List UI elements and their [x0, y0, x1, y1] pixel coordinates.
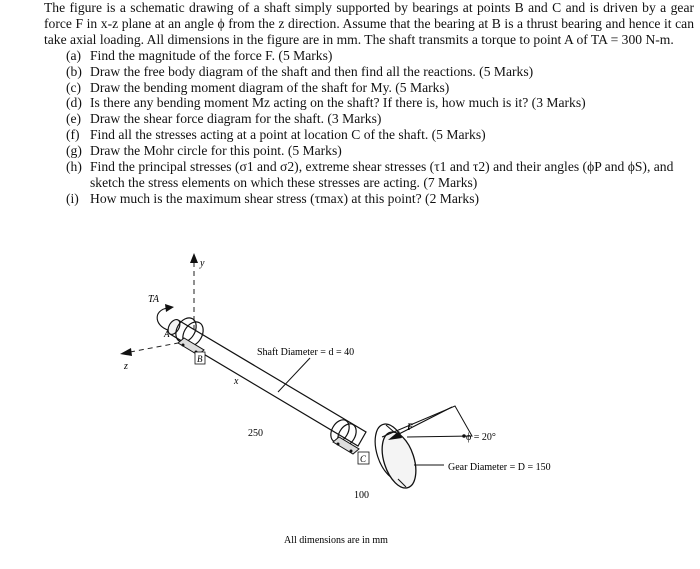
part-label: (i)	[66, 190, 79, 206]
angle-label: ϕ = 20°	[466, 432, 496, 443]
shaft	[170, 320, 366, 446]
y-axis-arrowhead	[190, 253, 198, 263]
point-a-label: A	[164, 329, 170, 339]
part-label: (e)	[66, 111, 82, 127]
part-label: (h)	[66, 159, 82, 175]
part-label: (f)	[66, 127, 80, 143]
y-axis-label: y	[200, 258, 205, 269]
z-axis-line	[130, 343, 178, 352]
part-label: (g)	[66, 143, 82, 159]
part-label: (c)	[66, 79, 82, 95]
torque-label: TA	[148, 294, 159, 305]
dimension-100: 100	[354, 490, 369, 501]
force-arrow-line	[395, 407, 452, 436]
force-label: F	[407, 422, 414, 432]
x-axis-label: x	[234, 376, 239, 387]
part-text: Draw the free body diagram of the shaft and then find all the reactions. (5 Marks)	[90, 63, 534, 79]
problem-intro: The figure is a schematic drawing of a shaft simply supported by bearings at points B and C and is driven by a gear force F in x-z plane at an angle ϕ from the z direction. Assume that the bearing at B is a thrust bearing and hence it can take axial loading. All dimensions in the figure are in mm. The shaft transmits a torque to point A of TA = 300 N-m.	[44, 0, 694, 47]
z-axis-arrowhead	[120, 348, 132, 356]
z-axis-label: z	[124, 361, 128, 372]
part-text: Draw the bending moment diagram of the shaft for My. (5 Marks)	[90, 79, 450, 95]
point-b-label: B	[197, 354, 203, 364]
torque-arrowhead	[165, 304, 174, 312]
dimension-250: 250	[248, 428, 263, 439]
part-label: (d)	[66, 95, 82, 111]
part-label: (b)	[66, 63, 82, 79]
gear-diameter-label: Gear Diameter = D = 150	[448, 462, 551, 473]
shaft-diameter-label: Shaft Diameter = d = 40	[257, 347, 355, 358]
part-text: Draw the Mohr circle for this point. (5 Marks)	[90, 143, 342, 159]
part-text: Is there any bending moment Mz acting on the shaft? If there is, how much is it? (3 Marks)	[90, 95, 586, 111]
part-label: (a)	[66, 47, 82, 63]
part-text: How much is the maximum shear stress (τmax) at this point? (2 Marks)	[90, 190, 480, 206]
part-text: Find the magnitude of the force F. (5 Marks)	[90, 47, 333, 63]
part-text: Find all the stresses acting at a point at location C of the shaft. (5 Marks)	[90, 127, 486, 143]
part-text: Find the principal stresses (σ1 and σ2), extreme shear stresses (τ1 and τ2) and their angles (ϕP and ϕS), and sketch the stress elements on which these stresses are acting. (7 Marks)	[90, 159, 674, 190]
part-text: Draw the shear force diagram for the shaft. (3 Marks)	[90, 111, 382, 127]
point-c-label: C	[360, 454, 367, 464]
dimensions-footnote: All dimensions are in mm	[284, 535, 388, 546]
shaft-diameter-leader	[278, 358, 310, 392]
